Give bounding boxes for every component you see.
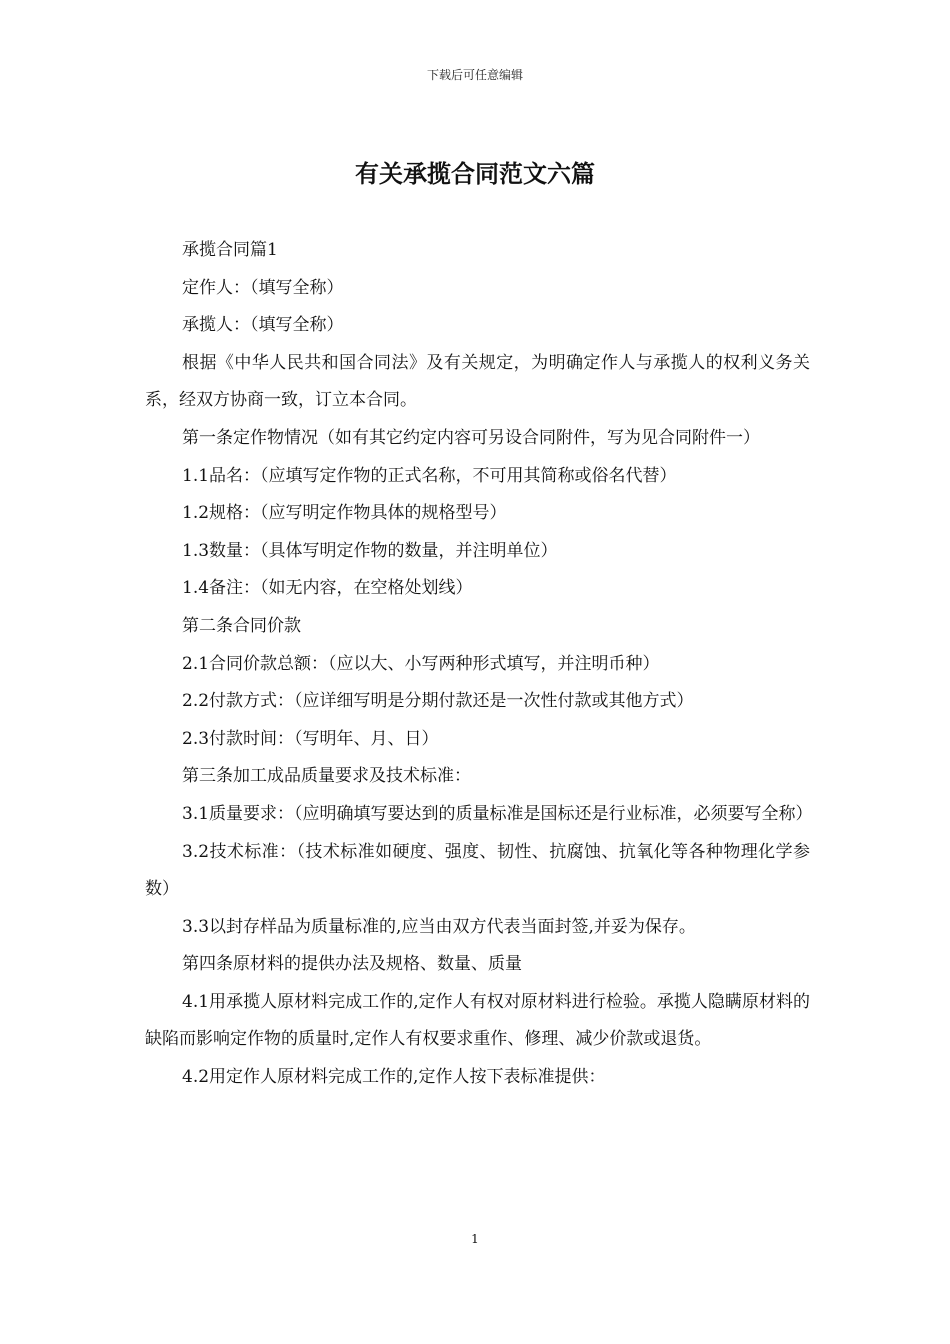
paragraph: 3.1质量要求：（应明确填写要达到的质量标准是国标还是行业标准，必须要写全称） bbox=[182, 803, 813, 824]
paragraph: 1.4备注：（如无内容，在空格处划线） bbox=[182, 578, 473, 599]
paragraph: 第二条合同价款 bbox=[182, 615, 301, 636]
paragraph: 根据《中华人民共和国合同法》及有关规定，为明确定作人与承揽人的权利义务关系，经双方协商一致，订立本合同。 bbox=[145, 352, 810, 411]
page-number: 1 bbox=[471, 1232, 479, 1246]
document-title: 有关承揽合同范文六篇 bbox=[355, 160, 595, 188]
paragraph: 1.3数量：（具体写明定作物的数量，并注明单位） bbox=[182, 540, 558, 561]
paragraph: 4.2用定作人原材料完成工作的,定作人按下表标准提供： bbox=[182, 1067, 606, 1088]
paragraph: 4.1用承揽人原材料完成工作的,定作人有权对原材料进行检验。承揽人隐瞒原材料的缺陷而影响定作物的质量时,定作人有权要求重作、修理、减少价款或退货。 bbox=[145, 991, 810, 1050]
paragraph: 承揽合同篇1 bbox=[182, 240, 278, 260]
paragraph: 3.2技术标准：（技术标准如硬度、强度、韧性、抗腐蚀、抗氧化等各种物理化学参数） bbox=[145, 841, 810, 900]
paragraph: 2.1合同价款总额：（应以大、小写两种形式填写，并注明币种） bbox=[182, 653, 660, 674]
paragraph: 第三条加工成品质量要求及技术标准： bbox=[182, 766, 471, 787]
page-header-note: 下载后可任意编辑 bbox=[426, 68, 523, 82]
paragraph: 承揽人：（填写全称） bbox=[182, 315, 344, 336]
paragraph: 定作人：（填写全称） bbox=[182, 277, 344, 298]
paragraph: 第四条原材料的提供办法及规格、数量、质量 bbox=[182, 954, 522, 975]
paragraph: 2.2付款方式：（应详细写明是分期付款还是一次性付款或其他方式） bbox=[182, 691, 694, 712]
paragraph: 2.3付款时间：（写明年、月、日） bbox=[182, 728, 439, 749]
paragraph: 1.1品名：（应填写定作物的正式名称，不可用其简称或俗名代替） bbox=[182, 465, 677, 486]
paragraph: 3.3以封存样品为质量标准的,应当由双方代表当面封签,并妥为保存。 bbox=[182, 916, 696, 937]
document-body bbox=[145, 232, 813, 1097]
paragraph: 1.2规格：（应写明定作物具体的规格型号） bbox=[182, 503, 507, 524]
paragraph: 第一条定作物情况（如有其它约定内容可另设合同附件，写为见合同附件一） bbox=[182, 427, 760, 448]
